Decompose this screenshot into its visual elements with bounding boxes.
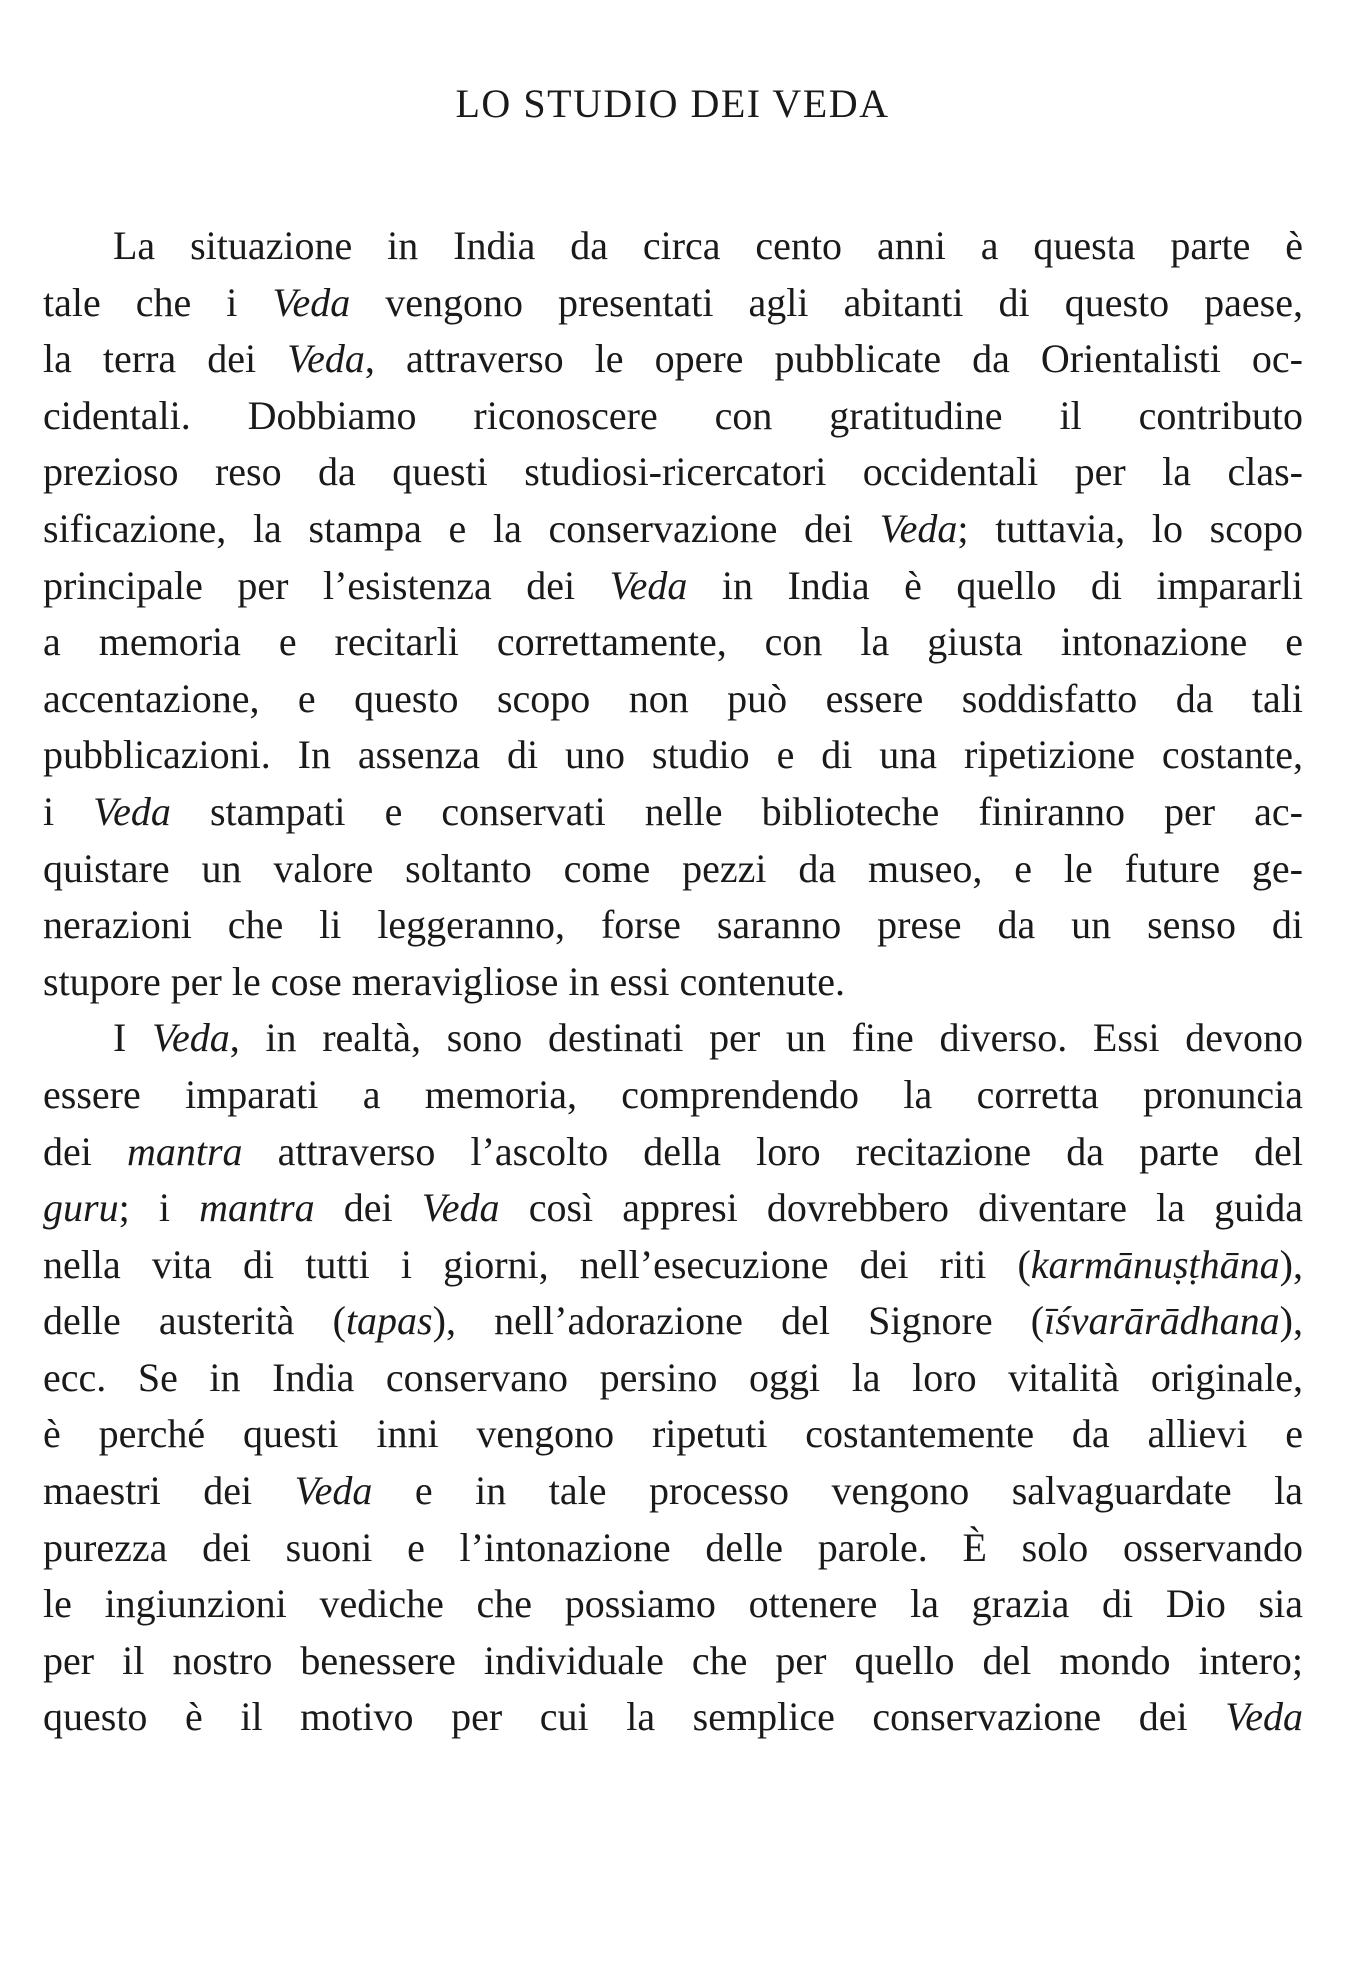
text-line xyxy=(43,841,1303,898)
text-segment: le ingiunzioni vediche che possiamo ottenere la grazia di Dio sia xyxy=(43,1581,1303,1627)
text-line xyxy=(43,1689,1303,1746)
text-line xyxy=(43,784,1303,841)
text-segment: attraverso l’ascolto della loro recitazione da parte del xyxy=(242,1128,1303,1174)
text-segment: stupore per le cose meravigliose in essi contenute. xyxy=(43,958,845,1004)
italic-term: tapas xyxy=(345,1298,433,1344)
text-line xyxy=(43,1463,1303,1520)
text-line xyxy=(43,1124,1303,1181)
text-segment: questo è il motivo per cui la semplice conservazione dei xyxy=(43,1694,1226,1740)
text-line xyxy=(43,1180,1303,1237)
text-segment: nella vita di tutti i giorni, nell’esecuzione dei riti ( xyxy=(43,1241,1031,1287)
text-line xyxy=(43,1293,1303,1350)
text-segment: nerazioni che li leggeranno, forse saranno prese da un senso di xyxy=(43,902,1303,948)
running-title: LO STUDIO DEI VEDA xyxy=(455,81,890,126)
text-segment: purezza dei suoni e l’intonazione delle parole. È solo osservando xyxy=(43,1524,1303,1570)
text-segment: sificazione, la stampa e la conservazione dei xyxy=(43,505,880,551)
text-segment: cidentali. Dobbiamo riconoscere con gratitudine il contributo xyxy=(43,392,1303,438)
italic-term: Veda xyxy=(287,336,365,382)
text-line xyxy=(43,1520,1303,1577)
text-segment: ecc. Se in India conservano persino oggi la loro vitalità originale, xyxy=(43,1354,1303,1400)
text-segment: vengono presentati agli abitanti di questo paese, xyxy=(350,279,1303,325)
text-segment: , attraverso le opere pubblicate da Orientalisti oc- xyxy=(364,336,1304,382)
text-line xyxy=(43,1067,1303,1124)
text-segment: principale per l’esistenza dei xyxy=(43,562,610,608)
text-segment: così appresi dovrebbero diventare la guida xyxy=(499,1185,1303,1231)
text-segment: maestri dei xyxy=(43,1468,295,1514)
body-text xyxy=(43,218,1303,1746)
italic-term: Veda xyxy=(93,788,171,834)
italic-term: īśvarārādhana xyxy=(1044,1298,1280,1344)
text-segment: delle austerità ( xyxy=(43,1298,346,1344)
text-line xyxy=(43,1010,1303,1067)
text-line xyxy=(43,501,1303,558)
text-line xyxy=(43,671,1303,728)
text-segment: accentazione, e questo scopo non può essere soddisfatto da tali xyxy=(43,675,1303,721)
text-line xyxy=(43,897,1303,954)
text-line xyxy=(43,444,1303,501)
italic-term: guru xyxy=(43,1185,119,1231)
italic-term: Veda xyxy=(609,562,688,608)
text-segment: e in tale processo vengono salvaguardate la xyxy=(372,1468,1303,1514)
text-segment: tale che i xyxy=(43,279,273,325)
italic-term: mantra xyxy=(126,1128,243,1174)
text-line xyxy=(43,1576,1303,1633)
text-line xyxy=(43,1633,1303,1690)
text-segment: La situazione in India da circa cento anni a questa parte è xyxy=(113,223,1303,268)
text-line xyxy=(43,558,1303,615)
text-segment: ; tuttavia, lo scopo xyxy=(957,505,1303,551)
text-line xyxy=(43,1237,1303,1294)
text-segment: dei xyxy=(43,1128,127,1174)
italic-term: Veda xyxy=(1225,1694,1303,1740)
text-line xyxy=(43,954,1303,1011)
italic-term: Veda xyxy=(294,1468,373,1514)
italic-term: Veda xyxy=(272,279,351,325)
italic-term: mantra xyxy=(199,1185,315,1231)
text-segment: ; i xyxy=(118,1185,200,1231)
text-segment: essere imparati a memoria, comprendendo la corretta pronuncia xyxy=(43,1071,1303,1117)
italic-term: Veda xyxy=(879,505,958,551)
text-segment: i xyxy=(43,788,94,834)
text-line xyxy=(43,1350,1303,1407)
italic-term: Veda xyxy=(421,1185,500,1231)
text-segment: quistare un valore soltanto come pezzi da museo, e le future ge- xyxy=(43,845,1303,891)
text-line xyxy=(43,218,1303,275)
text-segment: I xyxy=(113,1015,152,1061)
italic-term: Veda xyxy=(152,1015,230,1061)
text-line xyxy=(43,275,1303,332)
text-segment: per il nostro benessere individuale che per quello del mondo intero; xyxy=(43,1637,1303,1683)
text-line xyxy=(43,727,1303,784)
text-segment: la terra dei xyxy=(43,336,288,382)
text-segment: stampati e conservati nelle biblioteche finiranno per ac- xyxy=(170,788,1303,834)
italic-term: karmānuṣṭhāna xyxy=(1030,1241,1280,1287)
text-segment: è perché questi inni vengono ripetuti costantemente da allievi e xyxy=(43,1411,1303,1457)
text-segment: a memoria e recitarli correttamente, con la giusta intonazione e xyxy=(43,619,1303,665)
text-line xyxy=(43,331,1303,388)
text-segment: prezioso reso da questi studiosi-ricercatori occidentali per la clas- xyxy=(43,449,1303,495)
text-segment: ), nell’adorazione del Signore ( xyxy=(432,1298,1045,1344)
text-line xyxy=(43,614,1303,671)
text-segment: in India è quello di impararli xyxy=(687,562,1304,608)
text-line xyxy=(43,388,1303,445)
text-segment: pubblicazioni. In assenza di uno studio e di una ripetizione costante, xyxy=(43,732,1303,778)
text-segment: ), xyxy=(1279,1298,1303,1344)
text-line xyxy=(43,1406,1303,1463)
text-segment: ), xyxy=(1279,1241,1303,1287)
text-segment: , in realtà, sono destinati per un fine diverso. Essi devono xyxy=(229,1015,1303,1061)
text-segment: dei xyxy=(314,1185,422,1231)
